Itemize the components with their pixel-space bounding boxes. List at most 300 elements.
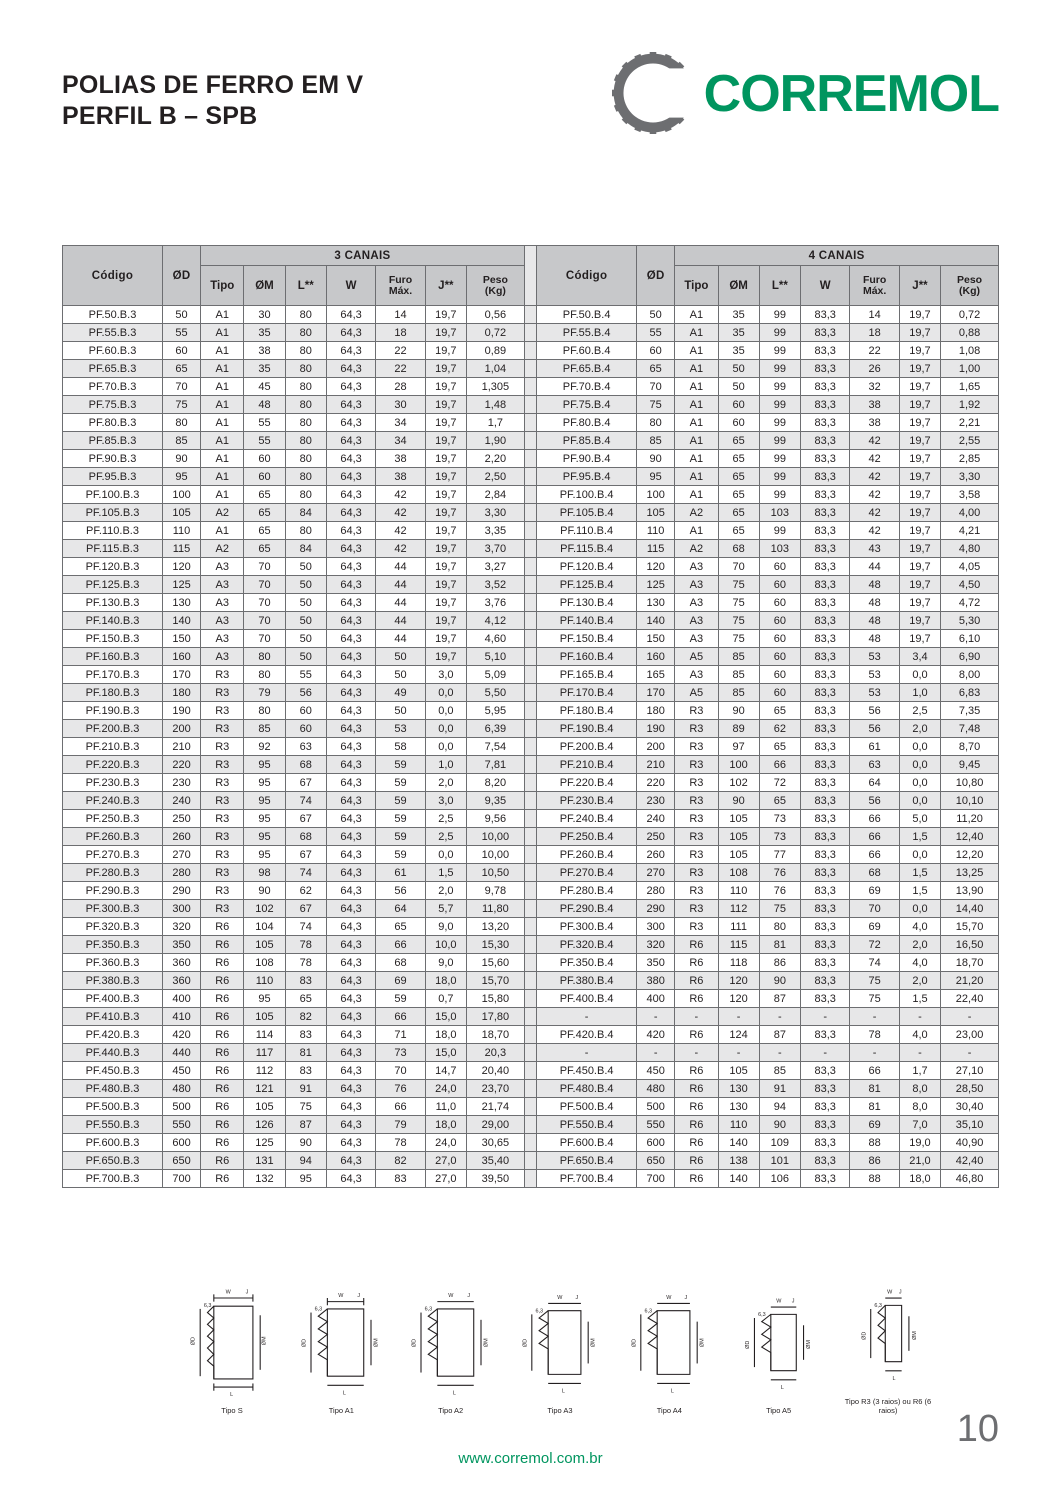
cell-l-3: 50 bbox=[285, 630, 326, 648]
cell-j-4: 19,7 bbox=[899, 360, 940, 378]
footer-url[interactable]: www.corremol.com.br bbox=[458, 1450, 603, 1467]
column-gap-cell bbox=[524, 1116, 536, 1134]
cell-tipo-3: A1 bbox=[201, 432, 244, 450]
cell-tipo-4: R3 bbox=[675, 828, 718, 846]
cell-od-4: 280 bbox=[637, 882, 675, 900]
cell-peso-3: 0,72 bbox=[466, 324, 524, 342]
cell-tipo-4: R3 bbox=[675, 756, 718, 774]
cell-furo-3: 70 bbox=[376, 1062, 425, 1080]
cell-l-4: 101 bbox=[759, 1152, 800, 1170]
cell-od-3: 75 bbox=[162, 396, 200, 414]
cell-w-3: 64,3 bbox=[326, 1116, 375, 1134]
cell-od-4: 250 bbox=[637, 828, 675, 846]
cell-furo-4: 42 bbox=[850, 522, 899, 540]
cell-l-3: 63 bbox=[285, 738, 326, 756]
cell-peso-4: 4,21 bbox=[941, 522, 999, 540]
cell-w-4: 83,3 bbox=[800, 792, 849, 810]
cell-od-4: 380 bbox=[637, 972, 675, 990]
cell-j-4: 4,0 bbox=[899, 918, 940, 936]
specs-table-container bbox=[62, 245, 999, 1188]
table-row bbox=[63, 828, 999, 846]
cell-peso-4: 0,72 bbox=[941, 306, 999, 324]
cell-od-3: 130 bbox=[162, 594, 200, 612]
cell-peso-4: 10,80 bbox=[941, 774, 999, 792]
cell-od-4: 230 bbox=[637, 792, 675, 810]
cell-j-3: 0,7 bbox=[425, 990, 466, 1008]
cell-j-3: 19,7 bbox=[425, 558, 466, 576]
cell-od-3: 450 bbox=[162, 1062, 200, 1080]
cell-om-3: 95 bbox=[244, 756, 285, 774]
cell-tipo-4: A5 bbox=[675, 684, 718, 702]
cell-om-4: 102 bbox=[718, 774, 759, 792]
column-gap-cell bbox=[524, 396, 536, 414]
cell-codigo-4: PF.280.B.4 bbox=[537, 882, 637, 900]
column-gap-cell bbox=[524, 990, 536, 1008]
cell-l-4: 65 bbox=[759, 702, 800, 720]
group-3-canais: 3 CANAIS bbox=[201, 246, 525, 266]
cell-peso-4: - bbox=[941, 1044, 999, 1062]
cell-codigo-3: PF.500.B.3 bbox=[63, 1098, 163, 1116]
svg-text:L: L bbox=[671, 1388, 675, 1395]
cell-om-4: 85 bbox=[718, 666, 759, 684]
cell-om-3: 105 bbox=[244, 1008, 285, 1026]
cell-j-4: 2,5 bbox=[899, 702, 940, 720]
cell-j-4: 1,7 bbox=[899, 1062, 940, 1080]
page-header bbox=[62, 52, 999, 162]
cell-j-3: 0,0 bbox=[425, 846, 466, 864]
cell-od-3: 180 bbox=[162, 684, 200, 702]
cell-peso-4: 23,00 bbox=[941, 1026, 999, 1044]
cell-tipo-4: A3 bbox=[675, 558, 718, 576]
table-row bbox=[63, 720, 999, 738]
cell-j-3: 0,0 bbox=[425, 738, 466, 756]
cell-l-4: 99 bbox=[759, 306, 800, 324]
cell-om-4: 120 bbox=[718, 972, 759, 990]
cell-codigo-4: PF.160.B.4 bbox=[537, 648, 637, 666]
cell-furo-4: 74 bbox=[850, 954, 899, 972]
cell-codigo-4: PF.220.B.4 bbox=[537, 774, 637, 792]
cell-j-4: 19,7 bbox=[899, 342, 940, 360]
cell-om-4: 105 bbox=[718, 846, 759, 864]
cell-w-3: 64,3 bbox=[326, 900, 375, 918]
cell-j-4: 19,7 bbox=[899, 522, 940, 540]
table-row bbox=[63, 324, 999, 342]
cell-peso-4: 6,83 bbox=[941, 684, 999, 702]
cell-w-4: 83,3 bbox=[800, 828, 849, 846]
cell-peso-3: 15,60 bbox=[466, 954, 524, 972]
cell-l-3: 74 bbox=[285, 792, 326, 810]
cell-w-4: 83,3 bbox=[800, 666, 849, 684]
cell-furo-4: 53 bbox=[850, 648, 899, 666]
cell-furo-3: 44 bbox=[376, 558, 425, 576]
cell-l-3: 62 bbox=[285, 882, 326, 900]
cell-od-3: 300 bbox=[162, 900, 200, 918]
cell-j-3: 11,0 bbox=[425, 1098, 466, 1116]
cell-l-4: 77 bbox=[759, 846, 800, 864]
cell-peso-4: 7,48 bbox=[941, 720, 999, 738]
cell-furo-3: 68 bbox=[376, 954, 425, 972]
table-row bbox=[63, 1080, 999, 1098]
cell-j-4: 19,7 bbox=[899, 396, 940, 414]
cell-om-3: 108 bbox=[244, 954, 285, 972]
column-gap-cell bbox=[524, 360, 536, 378]
cell-codigo-3: PF.100.B.3 bbox=[63, 486, 163, 504]
cell-peso-3: 2,84 bbox=[466, 486, 524, 504]
cell-j-4: 8,0 bbox=[899, 1080, 940, 1098]
header-j-4: J** bbox=[899, 266, 940, 306]
cell-j-4: 0,0 bbox=[899, 792, 940, 810]
cell-w-4: 83,3 bbox=[800, 882, 849, 900]
cell-peso-4: 3,58 bbox=[941, 486, 999, 504]
pulley-diagram-a3 bbox=[510, 1274, 610, 1402]
cell-l-4: 60 bbox=[759, 576, 800, 594]
cell-peso-3: 2,20 bbox=[466, 450, 524, 468]
cell-furo-4: 68 bbox=[850, 864, 899, 882]
svg-text:J: J bbox=[684, 1294, 688, 1301]
cell-j-3: 19,7 bbox=[425, 630, 466, 648]
cell-furo-3: 79 bbox=[376, 1116, 425, 1134]
cell-peso-4: 1,92 bbox=[941, 396, 999, 414]
cell-j-3: 2,0 bbox=[425, 774, 466, 792]
cell-od-4: 260 bbox=[637, 846, 675, 864]
cell-w-4: 83,3 bbox=[800, 522, 849, 540]
column-gap-cell bbox=[524, 936, 536, 954]
table-row bbox=[63, 504, 999, 522]
cell-j-3: 19,7 bbox=[425, 342, 466, 360]
cell-w-3: 64,3 bbox=[326, 1062, 375, 1080]
cell-l-3: 80 bbox=[285, 324, 326, 342]
cell-furo-3: 18 bbox=[376, 324, 425, 342]
cell-j-4: 19,7 bbox=[899, 612, 940, 630]
cell-w-4: 83,3 bbox=[800, 504, 849, 522]
cell-om-3: 65 bbox=[244, 540, 285, 558]
cell-j-4: 19,7 bbox=[899, 540, 940, 558]
cell-w-4: 83,3 bbox=[800, 1116, 849, 1134]
cell-l-3: 65 bbox=[285, 990, 326, 1008]
cell-tipo-4: R6 bbox=[675, 1098, 718, 1116]
cell-w-4: 83,3 bbox=[800, 1080, 849, 1098]
column-gap-cell bbox=[524, 1062, 536, 1080]
cell-tipo-4: A1 bbox=[675, 432, 718, 450]
cell-peso-4: 4,05 bbox=[941, 558, 999, 576]
cell-peso-4: 13,90 bbox=[941, 882, 999, 900]
cell-om-3: 80 bbox=[244, 648, 285, 666]
cell-om-4: 130 bbox=[718, 1080, 759, 1098]
cell-l-4: 99 bbox=[759, 432, 800, 450]
pulley-diagram-s bbox=[182, 1274, 282, 1402]
cell-peso-4: 15,70 bbox=[941, 918, 999, 936]
table-row bbox=[63, 1116, 999, 1134]
cell-furo-3: 66 bbox=[376, 936, 425, 954]
cell-codigo-4: PF.400.B.4 bbox=[537, 990, 637, 1008]
svg-text:ØD: ØD bbox=[522, 1338, 529, 1348]
svg-text:6,3: 6,3 bbox=[644, 1308, 653, 1315]
cell-om-3: 98 bbox=[244, 864, 285, 882]
cell-codigo-4: PF.80.B.4 bbox=[537, 414, 637, 432]
cell-peso-3: 0,56 bbox=[466, 306, 524, 324]
cell-codigo-4: PF.75.B.4 bbox=[537, 396, 637, 414]
cell-peso-4: 1,00 bbox=[941, 360, 999, 378]
cell-codigo-4: PF.130.B.4 bbox=[537, 594, 637, 612]
cell-furo-4: 75 bbox=[850, 972, 899, 990]
cell-l-3: 83 bbox=[285, 972, 326, 990]
column-gap-cell bbox=[524, 450, 536, 468]
cell-od-3: 440 bbox=[162, 1044, 200, 1062]
table-row bbox=[63, 450, 999, 468]
cell-furo-4: 66 bbox=[850, 1062, 899, 1080]
cell-tipo-3: A1 bbox=[201, 378, 244, 396]
cell-j-3: 19,7 bbox=[425, 396, 466, 414]
cell-om-4: 111 bbox=[718, 918, 759, 936]
column-gap-cell bbox=[524, 1008, 536, 1026]
cell-tipo-4: A1 bbox=[675, 414, 718, 432]
cell-l-3: 80 bbox=[285, 378, 326, 396]
cell-l-4: 90 bbox=[759, 972, 800, 990]
cell-om-4: 35 bbox=[718, 306, 759, 324]
column-gap-cell bbox=[524, 576, 536, 594]
cell-j-3: 19,7 bbox=[425, 360, 466, 378]
cell-tipo-4: - bbox=[675, 1008, 718, 1026]
cell-codigo-3: PF.120.B.3 bbox=[63, 558, 163, 576]
cell-furo-3: 44 bbox=[376, 612, 425, 630]
cell-codigo-3: PF.600.B.3 bbox=[63, 1134, 163, 1152]
table-row bbox=[63, 666, 999, 684]
cell-l-4: 65 bbox=[759, 792, 800, 810]
cell-l-4: 85 bbox=[759, 1062, 800, 1080]
cell-codigo-4: PF.650.B.4 bbox=[537, 1152, 637, 1170]
cell-od-3: 95 bbox=[162, 468, 200, 486]
cell-codigo-3: PF.230.B.3 bbox=[63, 774, 163, 792]
cell-w-3: 64,3 bbox=[326, 738, 375, 756]
cell-furo-4: - bbox=[850, 1008, 899, 1026]
cell-j-3: 18,0 bbox=[425, 972, 466, 990]
cell-l-4: 72 bbox=[759, 774, 800, 792]
cell-furo-4: 75 bbox=[850, 990, 899, 1008]
cell-codigo-3: PF.360.B.3 bbox=[63, 954, 163, 972]
cell-w-4: 83,3 bbox=[800, 648, 849, 666]
column-gap-cell bbox=[524, 558, 536, 576]
cell-od-3: 200 bbox=[162, 720, 200, 738]
cell-j-3: 27,0 bbox=[425, 1170, 466, 1188]
cell-om-3: 114 bbox=[244, 1026, 285, 1044]
cell-furo-4: 42 bbox=[850, 504, 899, 522]
cell-peso-3: 15,30 bbox=[466, 936, 524, 954]
cell-w-4: 83,3 bbox=[800, 576, 849, 594]
cell-w-4: 83,3 bbox=[800, 558, 849, 576]
table-row bbox=[63, 432, 999, 450]
svg-text:ØM: ØM bbox=[373, 1338, 380, 1348]
cell-tipo-4: R3 bbox=[675, 792, 718, 810]
cell-furo-4: 69 bbox=[850, 882, 899, 900]
cell-tipo-3: R3 bbox=[201, 756, 244, 774]
table-row bbox=[63, 1044, 999, 1062]
pulley-diagram-a5 bbox=[729, 1274, 829, 1402]
cell-om-4: 115 bbox=[718, 936, 759, 954]
cell-om-4: 50 bbox=[718, 378, 759, 396]
cell-tipo-3: A2 bbox=[201, 504, 244, 522]
cell-peso-4: 8,70 bbox=[941, 738, 999, 756]
cell-codigo-4: PF.270.B.4 bbox=[537, 864, 637, 882]
cell-om-3: 85 bbox=[244, 720, 285, 738]
cell-tipo-3: A1 bbox=[201, 522, 244, 540]
svg-text:ØD: ØD bbox=[190, 1337, 197, 1346]
cell-tipo-3: R6 bbox=[201, 1008, 244, 1026]
cell-j-3: 24,0 bbox=[425, 1080, 466, 1098]
cell-codigo-4: PF.600.B.4 bbox=[537, 1134, 637, 1152]
cell-codigo-4: PF.180.B.4 bbox=[537, 702, 637, 720]
table-row bbox=[63, 702, 999, 720]
cell-l-3: 83 bbox=[285, 1062, 326, 1080]
cell-peso-3: 4,12 bbox=[466, 612, 524, 630]
cell-furo-3: 44 bbox=[376, 630, 425, 648]
cell-w-3: 64,3 bbox=[326, 972, 375, 990]
cell-j-4: 19,7 bbox=[899, 504, 940, 522]
cell-j-3: 19,7 bbox=[425, 414, 466, 432]
svg-text:ØM: ØM bbox=[912, 1331, 919, 1340]
cell-codigo-3: PF.450.B.3 bbox=[63, 1062, 163, 1080]
cell-j-4: 19,7 bbox=[899, 306, 940, 324]
cell-od-3: 250 bbox=[162, 810, 200, 828]
column-gap-cell bbox=[524, 504, 536, 522]
cell-od-4: 120 bbox=[637, 558, 675, 576]
cell-peso-3: 3,35 bbox=[466, 522, 524, 540]
table-row bbox=[63, 342, 999, 360]
cell-codigo-4: PF.70.B.4 bbox=[537, 378, 637, 396]
cell-tipo-3: A1 bbox=[201, 306, 244, 324]
svg-text:ØD: ØD bbox=[301, 1338, 308, 1348]
table-row bbox=[63, 1026, 999, 1044]
cell-om-3: 60 bbox=[244, 450, 285, 468]
cell-j-3: 2,5 bbox=[425, 828, 466, 846]
cell-tipo-3: R3 bbox=[201, 702, 244, 720]
header-tipo-3: Tipo bbox=[201, 266, 244, 306]
cell-j-4: 19,7 bbox=[899, 414, 940, 432]
table-row bbox=[63, 846, 999, 864]
cell-l-4: 76 bbox=[759, 864, 800, 882]
cell-l-3: 90 bbox=[285, 1134, 326, 1152]
cell-om-3: 95 bbox=[244, 990, 285, 1008]
cell-w-3: 64,3 bbox=[326, 684, 375, 702]
cell-l-4: 60 bbox=[759, 666, 800, 684]
cell-tipo-3: R3 bbox=[201, 738, 244, 756]
specs-table bbox=[62, 245, 999, 1188]
cell-codigo-4: PF.125.B.4 bbox=[537, 576, 637, 594]
cell-codigo-3: PF.140.B.3 bbox=[63, 612, 163, 630]
cell-peso-3: 9,35 bbox=[466, 792, 524, 810]
cell-peso-3: 5,95 bbox=[466, 702, 524, 720]
cell-furo-4: 44 bbox=[850, 558, 899, 576]
cell-w-3: 64,3 bbox=[326, 486, 375, 504]
cell-od-4: - bbox=[637, 1008, 675, 1026]
cell-od-3: 150 bbox=[162, 630, 200, 648]
cell-tipo-4: R3 bbox=[675, 720, 718, 738]
drawing-tipo-a5 bbox=[727, 1274, 831, 1415]
pulley-diagram-a4 bbox=[619, 1274, 719, 1402]
cell-w-3: 64,3 bbox=[326, 1098, 375, 1116]
cell-od-4: 105 bbox=[637, 504, 675, 522]
cell-l-4: 99 bbox=[759, 360, 800, 378]
cell-codigo-3: PF.95.B.3 bbox=[63, 468, 163, 486]
column-gap-cell bbox=[524, 1098, 536, 1116]
cell-codigo-4: PF.170.B.4 bbox=[537, 684, 637, 702]
svg-text:L: L bbox=[780, 1384, 784, 1391]
cell-furo-4: 38 bbox=[850, 396, 899, 414]
cell-om-3: 112 bbox=[244, 1062, 285, 1080]
column-gap-cell bbox=[524, 1080, 536, 1098]
cell-om-3: 95 bbox=[244, 828, 285, 846]
cell-l-4: 99 bbox=[759, 486, 800, 504]
cell-l-3: 87 bbox=[285, 1116, 326, 1134]
cell-l-4: 81 bbox=[759, 936, 800, 954]
cell-codigo-3: PF.480.B.3 bbox=[63, 1080, 163, 1098]
cell-om-3: 95 bbox=[244, 846, 285, 864]
cell-codigo-4: PF.90.B.4 bbox=[537, 450, 637, 468]
cell-furo-3: 59 bbox=[376, 774, 425, 792]
cell-w-4: 83,3 bbox=[800, 540, 849, 558]
cell-w-4: 83,3 bbox=[800, 414, 849, 432]
cell-od-4: 165 bbox=[637, 666, 675, 684]
cell-j-3: 19,7 bbox=[425, 306, 466, 324]
svg-text:ØD: ØD bbox=[861, 1331, 868, 1340]
cell-codigo-3: PF.180.B.3 bbox=[63, 684, 163, 702]
table-row bbox=[63, 576, 999, 594]
cell-codigo-3: PF.650.B.3 bbox=[63, 1152, 163, 1170]
cell-od-3: 60 bbox=[162, 342, 200, 360]
cell-peso-3: 1,90 bbox=[466, 432, 524, 450]
cell-tipo-4: - bbox=[675, 1044, 718, 1062]
cell-om-3: 132 bbox=[244, 1170, 285, 1188]
cell-od-4: 450 bbox=[637, 1062, 675, 1080]
cell-tipo-4: R3 bbox=[675, 846, 718, 864]
cell-codigo-4: PF.250.B.4 bbox=[537, 828, 637, 846]
cell-om-4: 68 bbox=[718, 540, 759, 558]
cell-peso-3: 7,54 bbox=[466, 738, 524, 756]
cell-tipo-3: R6 bbox=[201, 1044, 244, 1062]
column-gap-cell bbox=[524, 594, 536, 612]
cell-j-3: 19,7 bbox=[425, 324, 466, 342]
cell-l-3: 50 bbox=[285, 612, 326, 630]
cell-tipo-4: A1 bbox=[675, 396, 718, 414]
cell-codigo-4: PF.105.B.4 bbox=[537, 504, 637, 522]
cell-om-4: 100 bbox=[718, 756, 759, 774]
cell-w-4: 83,3 bbox=[800, 486, 849, 504]
cell-od-4: 60 bbox=[637, 342, 675, 360]
cell-j-4: 1,5 bbox=[899, 864, 940, 882]
table-row bbox=[63, 1170, 999, 1188]
cell-furo-3: 44 bbox=[376, 594, 425, 612]
cell-j-3: 19,7 bbox=[425, 576, 466, 594]
cell-codigo-3: PF.105.B.3 bbox=[63, 504, 163, 522]
cell-om-3: 35 bbox=[244, 324, 285, 342]
header-tipo-4: Tipo bbox=[675, 266, 718, 306]
cell-furo-4: 48 bbox=[850, 612, 899, 630]
cell-j-4: 19,7 bbox=[899, 558, 940, 576]
cell-tipo-3: R6 bbox=[201, 1098, 244, 1116]
cell-furo-4: 56 bbox=[850, 720, 899, 738]
cell-om-3: 70 bbox=[244, 612, 285, 630]
cell-peso-4: 46,80 bbox=[941, 1170, 999, 1188]
cell-j-4: 19,7 bbox=[899, 486, 940, 504]
column-gap-cell bbox=[524, 864, 536, 882]
cell-w-3: 64,3 bbox=[326, 306, 375, 324]
cell-peso-3: 3,52 bbox=[466, 576, 524, 594]
cell-od-3: 230 bbox=[162, 774, 200, 792]
cell-w-4: 83,3 bbox=[800, 900, 849, 918]
cell-l-4: 76 bbox=[759, 882, 800, 900]
column-gap-cell bbox=[524, 432, 536, 450]
cell-tipo-4: A3 bbox=[675, 594, 718, 612]
cell-tipo-4: R3 bbox=[675, 882, 718, 900]
